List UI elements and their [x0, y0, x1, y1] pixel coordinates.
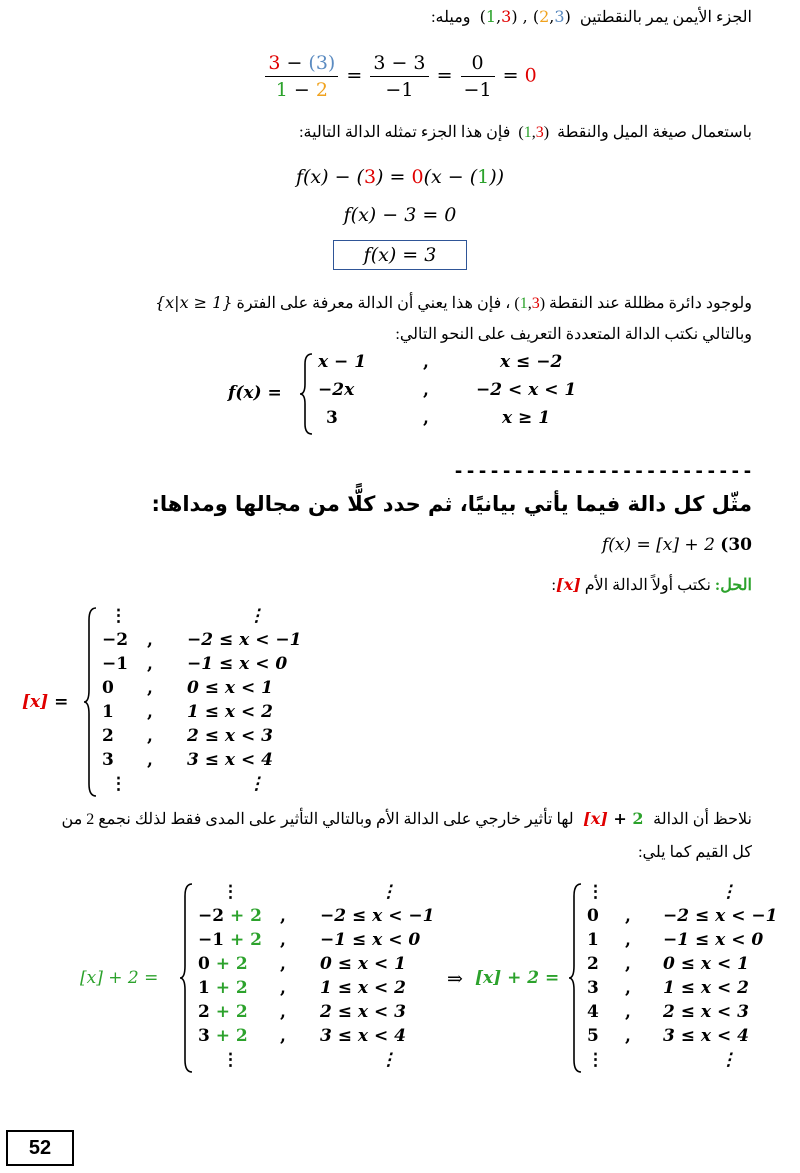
row-value: 1: [102, 702, 114, 722]
row-condition: 1 ≤ x < 2: [187, 702, 273, 722]
row-comma: ,: [625, 906, 631, 926]
row-condition: 0 ≤ x < 1: [187, 678, 273, 698]
row-comma: ,: [280, 906, 286, 926]
problem-number: (30: [720, 535, 752, 555]
row-condition: ⋮: [248, 606, 265, 626]
piecewise-function-4: [x] + 2 = ⋮ ⋮ 0 , −2 ≤ x < −1 1 , −1 ≤ x < 0 2 , 0 ≤ x < 1 3 , 1 ≤ x < 2 4 , 2 ≤ x < 3 5 , 3 ≤ x < 4 ⋮ ⋮: [475, 880, 765, 1076]
row-condition: ⋮: [720, 1050, 737, 1070]
row-comma: ,: [280, 978, 286, 998]
row-condition: 2 ≤ x < 3: [663, 1002, 749, 1022]
row-value: 4: [587, 1002, 599, 1022]
row-comma: ,: [147, 654, 153, 674]
row-condition: 1 ≤ x < 2: [320, 978, 406, 998]
row-condition: −2 ≤ x < −1: [187, 630, 302, 650]
row-value: −1: [102, 654, 129, 674]
piecewise-function-2: [x] = ⋮ ⋮ −2 , −2 ≤ x < −1 −1 , −1 ≤ x < 0 0 , 0 ≤ x < 1 1 , 1 ≤ x < 2 2 , 2 ≤ x < 3 3 , 3 ≤ x < 4 ⋮ ⋮: [22, 604, 362, 800]
row-value: 1 + 2: [198, 978, 248, 998]
row-comma: ,: [625, 954, 631, 974]
paragraph-piecewise-intro: وبالتالي نكتب الدالة المتعددة التعريف على النحو التالي:: [395, 326, 752, 343]
separator-line: -------------------------: [453, 461, 754, 482]
paragraph-points: [431, 4, 752, 31]
problem-30: f(x) = [x] + 2 (30: [601, 535, 752, 555]
row-value: −2 + 2: [198, 906, 262, 926]
paragraph-text-after: وميله:: [431, 9, 471, 26]
row-condition: ⋮: [380, 882, 397, 902]
row-condition: −1 ≤ x < 0: [187, 654, 288, 674]
row-value: −2: [102, 630, 129, 650]
row-condition: −1 ≤ x < 0: [320, 930, 421, 950]
row-comma: ,: [280, 1002, 286, 1022]
row-condition: −1 ≤ x < 0: [663, 930, 764, 950]
paragraph-domain: ولوجود دائرة مظللة عند النقطة (1,3)، فإن هذا يعني أن الدالة معرفة على الفترة {x|x ≥ 1}: [154, 293, 752, 312]
row-value: 3 + 2: [198, 1026, 248, 1046]
page-number: 52: [6, 1130, 74, 1166]
row-value: ⋮: [222, 1050, 239, 1070]
row-value: 0 + 2: [198, 954, 248, 974]
paragraph-point-slope: باستعمال صيغة الميل والنقطة (1,3) فإن هذا الجزء تمثله الدالة التالية:: [299, 124, 752, 141]
paragraph-text: الجزء الأيمن يمر بالنقطتين: [579, 9, 752, 26]
row-value: ⋮: [110, 606, 127, 626]
row-comma: ,: [147, 678, 153, 698]
row-value: 3: [587, 978, 599, 998]
row-comma: ,: [625, 1002, 631, 1022]
row-comma: ,: [625, 1026, 631, 1046]
row-comma: ,: [147, 726, 153, 746]
slope-equation: $\frac{3 - (3)}{1 - 2}$ = $\frac{3 - 3}{-1}$ = $\frac{0}{-1}$ = 0: [0, 52, 800, 101]
equation-3: [0, 240, 800, 270]
domain-set: {x|x ≥ 1}: [154, 293, 233, 312]
row-condition: 1 ≤ x < 2: [663, 978, 749, 998]
row-value: −1 + 2: [198, 930, 262, 950]
slope-fraction-3: $\frac{0}{-1}$: [461, 52, 495, 101]
row-comma: ,: [280, 954, 286, 974]
exercise-heading: مثّل كل دالة فيما يأتي بيانيًا، ثم حدد كلًّا من مجالها ومداها:: [151, 492, 752, 516]
equation-1: f(x) − (3) = 0(x − (1)): [295, 166, 505, 188]
row-condition: ⋮: [380, 1050, 397, 1070]
row-value: 2 + 2: [198, 1002, 248, 1022]
row-condition: 2 ≤ x < 3: [187, 726, 273, 746]
piecewise-function-3: [x] + 2 = ⋮ ⋮ −2 + 2 , −2 ≤ x < −1 −1 + 2 , −1 ≤ x < 0 0 + 2 , 0 ≤ x < 1 1 + 2 , 1 ≤ x < 2 2 + 2 , 2 ≤ x < 3 3 + 2 , 3 ≤ x < 4 ⋮ ⋮: [80, 880, 440, 1076]
piecewise-function-1: f(x) = x − 1 , x ≤ −2 −2x , −2 < x < 1 3 , x ≥ 1: [228, 350, 588, 440]
row-value: ⋮: [587, 882, 604, 902]
row-value: 3: [102, 750, 114, 770]
row-value: 0: [587, 906, 599, 926]
slope-fraction-2: $\frac{3 - 3}{-1}$: [370, 52, 428, 101]
solution-label: الحل:: [714, 577, 752, 594]
row-condition: 0 ≤ x < 1: [320, 954, 406, 974]
row-condition: ⋮: [720, 882, 737, 902]
left-brace: [567, 882, 583, 1074]
left-brace: [178, 882, 194, 1074]
solution-line: الحل: نكتب أولاً الدالة الأم [x]:: [551, 575, 752, 594]
row-comma: ,: [147, 630, 153, 650]
slope-fraction-1: $\frac{3 - (3)}{1 - 2}$: [265, 52, 338, 101]
points-math: (1,3) , (2,3): [479, 7, 571, 26]
left-brace: [298, 352, 314, 436]
row-value: 2: [587, 954, 599, 974]
row-comma: ,: [147, 702, 153, 722]
row-condition: −2 ≤ x < −1: [320, 906, 435, 926]
row-comma: ,: [625, 978, 631, 998]
row-condition: ⋮: [248, 774, 265, 794]
row-value: ⋮: [110, 774, 127, 794]
row-comma: ,: [625, 930, 631, 950]
row-condition: 2 ≤ x < 3: [320, 1002, 406, 1022]
row-value: 2: [102, 726, 114, 746]
equation-2: f(x) − 3 = 0: [343, 204, 457, 226]
row-condition: −2 ≤ x < −1: [663, 906, 778, 926]
row-value: ⋮: [587, 1050, 604, 1070]
row-condition: 0 ≤ x < 1: [663, 954, 749, 974]
parent-func: [x]: [22, 692, 49, 712]
row-comma: ,: [280, 930, 286, 950]
row-comma: ,: [280, 1026, 286, 1046]
row-value: 0: [102, 678, 114, 698]
row-value: ⋮: [222, 882, 239, 902]
row-comma: ,: [147, 750, 153, 770]
boxed-result: f(x) = 3: [333, 240, 468, 270]
slope-result: 0: [524, 64, 537, 87]
paragraph-values: كل القيم كما يلي:: [638, 844, 752, 861]
row-value: 1: [587, 930, 599, 950]
paragraph-observation: نلاحظ أن الدالة [x] + 2 لها تأثير خارجي على الدالة الأم وبالتالي التأثير على المدى فقط لذلك نجمع 2 من: [61, 809, 752, 828]
implies-arrow: ⇒: [447, 968, 463, 990]
row-condition: 3 ≤ x < 4: [187, 750, 273, 770]
row-condition: 3 ≤ x < 4: [663, 1026, 749, 1046]
left-brace: [82, 606, 98, 798]
row-condition: 3 ≤ x < 4: [320, 1026, 406, 1046]
row-value: 5: [587, 1026, 599, 1046]
